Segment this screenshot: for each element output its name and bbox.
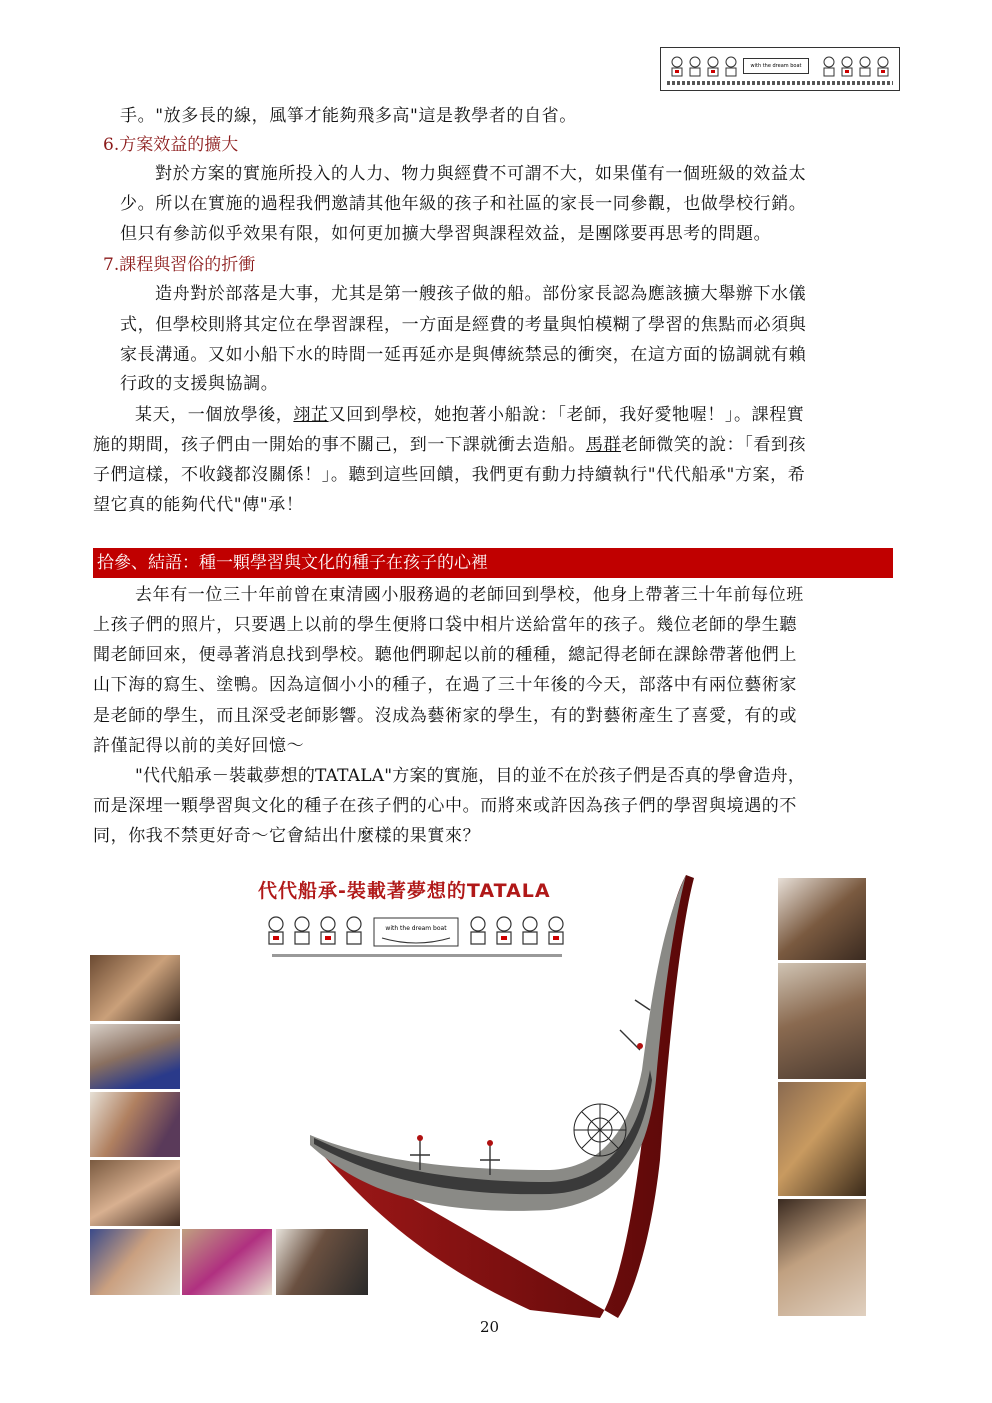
photo-student-5 [90,1229,180,1295]
photo-student-7 [276,1229,368,1295]
p7-line3: 家長溝通。又如小船下水的時間一延再延亦是與傳統禁忌的衝突，在這方面的協調就有賴 [120,345,807,365]
heading-7: 7.課程與習俗的折衝 [103,255,256,275]
header-logo [660,47,900,91]
student-name-link: 翊芷 [293,405,329,425]
p8-line1-b: 又回到學校，她抱著小船說：「老師，我好愛牠喔！」。課程實 [328,405,805,425]
p8-line1 [135,400,804,430]
photo-student-6 [182,1229,272,1295]
photo-student-9 [778,963,866,1079]
p6-line1: 對於方案的實施所投入的人力、物力與經費不可謂不大，如果僅有一個班級的效益太 [155,164,807,184]
photo-student-4 [90,1160,180,1226]
s-p2-line2: 而是深埋一顆學習與文化的種子在孩子們的心中。而將來或許因為孩子們的學習與境遇的不 [93,796,797,816]
s-p2-line1: "代代船承－裝載夢想的TATALA"方案的實施，目的並不在於孩子們是否真的學會造舟， [135,766,806,786]
intro-line: 手。"放多長的線，風箏才能夠飛多高"這是教學者的自省。 [120,106,577,126]
p8-line3: 子們這樣，不收錢都沒關係！」。聽到這些回饋，我們更有動力持續執行"代代船承"方案，希 [93,465,806,485]
header-logo-tagline [667,81,893,85]
p8-line2-a: 施的期間，孩子們由一開始的事不關己，到一下課就衝去造船。 [93,435,586,455]
p7-line2: 式，但學校則將其定位在學習課程，一方面是經費的考量與怕模糊了學習的焦點而必須與 [120,315,807,335]
photo-student-3 [90,1092,180,1157]
s-p1-line5: 是老師的學生，而且深受老師影響。沒成為藝術家的學生，有的對藝術產生了喜愛，有的或 [93,706,797,726]
s-p2-line3: 同，你我不禁更好奇～它會結出什麼樣的果實來？ [93,826,481,846]
photo-student-8 [778,878,866,960]
heading-6: 6.方案效益的擴大 [103,135,239,155]
p6-line2: 少。所以在實施的過程我們邀請其他年級的孩子和社區的家長一同參觀，也做學校行銷。 [120,194,807,214]
p8-line2 [93,430,806,460]
p8-line4: 望它真的能夠代代"傳"承！ [93,495,304,515]
photo-student-1 [90,955,180,1021]
section-title: 拾參、結語：種一顆學習與文化的種子在孩子的心裡 [97,553,488,573]
s-p1-line4: 山下海的寫生、塗鴨。因為這個小小的種子，在過了三十年後的今天，部落中有兩位藝術家 [93,675,797,695]
p7-line1: 造舟對於部落是大事，尤其是第一艘孩子做的船。部份家長認為應該擴大舉辦下水儀 [155,284,807,304]
s-p1-line1: 去年有一位三十年前曾在東清國小服務過的老師回到學校，他身上帶著三十年前每位班 [135,585,804,605]
photo-student-10 [778,1082,866,1196]
p6-line3: 但只有參訪似乎效果有限，如何更加擴大學習與課程效益，是團隊要再思考的問題。 [120,224,772,244]
s-p1-line3: 聞老師回來，便尋著消息找到學校。聽他們聊起以前的種種，總記得老師在課餘帶著他們上 [93,645,797,665]
p8-line1-a: 某天，一個放學後， [135,405,294,425]
section-banner [93,548,893,578]
s-p1-line6: 許僅記得以前的美好回憶～ [93,736,305,756]
collage-title: 代代船承-裝載著夢想的TATALA [258,880,551,902]
teacher-name-link: 馬群 [585,435,622,455]
p8-line2-b: 老師微笑的說：「看到孩 [621,435,807,455]
collage-logo-text: with the dream boat [385,925,447,932]
s-p1-line2: 上孩子們的照片，只要遇上以前的學生便將口袋中相片送給當年的孩子。幾位老師的學生聽 [93,615,797,635]
photo-student-11 [778,1199,866,1316]
header-logo-text: with the dream boat [743,58,809,74]
p7-line4: 行政的支援與協調。 [120,374,279,394]
page-number: 20 [480,1318,500,1336]
photo-student-2 [90,1024,180,1089]
